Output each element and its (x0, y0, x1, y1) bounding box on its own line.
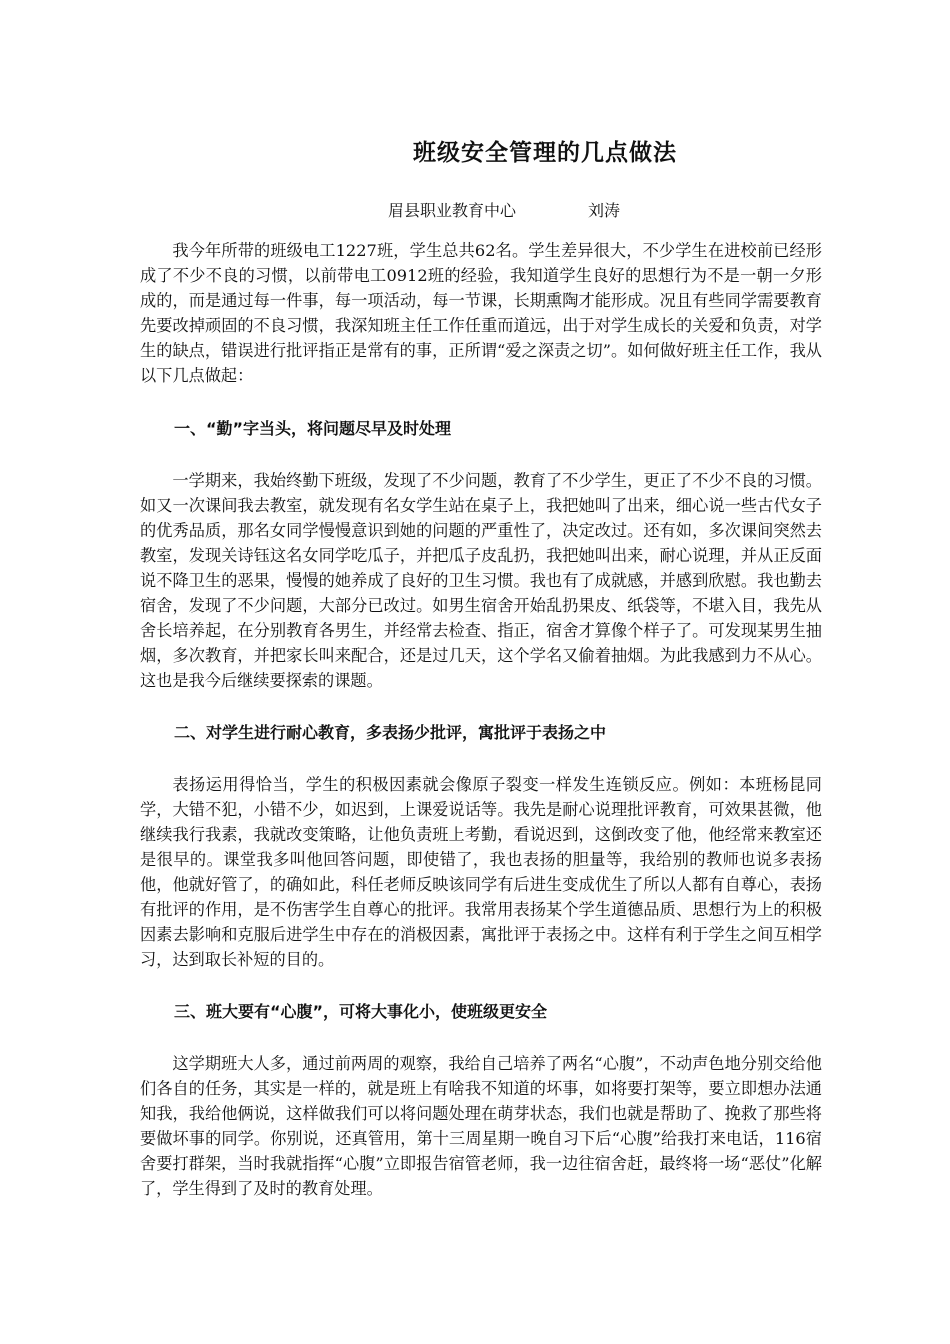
section-heading-1: 一、“勤”字当头，将问题尽早及时处理 (174, 419, 452, 438)
author-name: 刘涛 (588, 201, 621, 220)
section-heading-2: 二、对学生进行耐心教育，多表扬少批评，寓批评于表扬之中 (174, 723, 607, 742)
section-body-1: 一学期来，我始终勤下班级，发现了不少问题，教育了不少学生，更正了不少不良的习惯。如又一次课间我去教室，就发现有名女学生站在桌子上，我把她叫了出来，细心说一些古代女子的优秀品质，那名女同学慢慢意识到她的问题的严重性了，决定改过。还有如，多次课间突然去教室，发现关诗钰这名女同学吃瓜子，并把瓜子皮乱扔，我把她叫出来，耐心说理，并从正反面说不降卫生的恶果，慢慢的她养成了良好的卫生习惯。我也有了成就感，并感到欣慰。我也勤去宿舍，发现了不少问题，大部分已改过。如男生宿舍开始乱扔果皮、纸袋等，不堪入目，我先从舍长培养起，在分别教育各男生，并经常去检查、指正，宿舍才算像个样子了。可发现某男生抽烟，多次教育，并把家长叫来配合，还是过几天，这个学名又偷着抽烟。为此我感到力不从心。这也是我今后继续要探索的课题。 (140, 471, 822, 690)
section-body-2: 表扬运用得恰当，学生的积极因素就会像原子裂变一样发生连锁反应。例如：本班杨昆同学，大错不犯，小错不少，如迟到，上课爱说话等。我先是耐心说理批评教育，可效果甚微，他继续我行我素，我就改变策略，让他负责班上考勤，看说迟到，这倒改变了他，他经常来教室还是很早的。课堂我多叫他回答问题，即使错了，我也表扬的胆量等，我给别的教师也说多表扬他，他就好管了，的确如此，科任老师反映该同学有后进生变成优生了所以人都有自尊心，表扬有批评的作用，是不伤害学生自尊心的批评。我常用表扬某个学生道德品质、思想行为上的积极因素去影响和克服后进学生中存在的消极因素，寓批评于表扬之中。这样有利于学生之间互相学习，达到取长补短的目的。 (140, 775, 822, 969)
document-body (140, 238, 822, 1201)
intro-paragraph: 我今年所带的班级电工1227班，学生总共62名。学生差异很大，不少学生在进校前已经形成了不少不良的习惯，以前带电工0912班的经验，我知道学生良好的思想行为不是一朝一夕形成的，而是通过每一件事，每一项活动，每一节课，长期熏陶才能形成。况且有些同学需要教育先要改掉顽固的不良习惯，我深知班主任工作任重而道远，出于对学生成长的关爱和负责，对学生的缺点，错误进行批评指正是常有的事，正所谓“爱之深责之切”。如何做好班主任工作，我从以下几点做起： (140, 241, 822, 385)
section-body-3: 这学期班大人多，通过前两周的观察，我给自己培养了两名“心腹”，不动声色地分别交给他们各自的任务，其实是一样的，就是班上有啥我不知道的坏事，如将要打架等，要立即想办法通知我，我给他俩说，这样做我们可以将问题处理在萌芽状态，我们也就是帮助了、挽救了那些将要做坏事的同学。你别说，还真管用，第十三周星期一晚自习下后“心腹”给我打来电话，116宿舍要打群架，当时我就指挥“心腹”立即报告宿管老师，我一边往宿舍赶，最终将一场“恶仗”化解了，学生得到了及时的教育处理。 (140, 1054, 822, 1198)
organization-name: 眉县职业教育中心 (388, 201, 517, 220)
section-heading-3: 三、班大要有“心腹”，可将大事化小，使班级更安全 (174, 1002, 548, 1021)
byline (388, 198, 620, 221)
document-title: 班级安全管理的几点做法 (413, 140, 677, 166)
